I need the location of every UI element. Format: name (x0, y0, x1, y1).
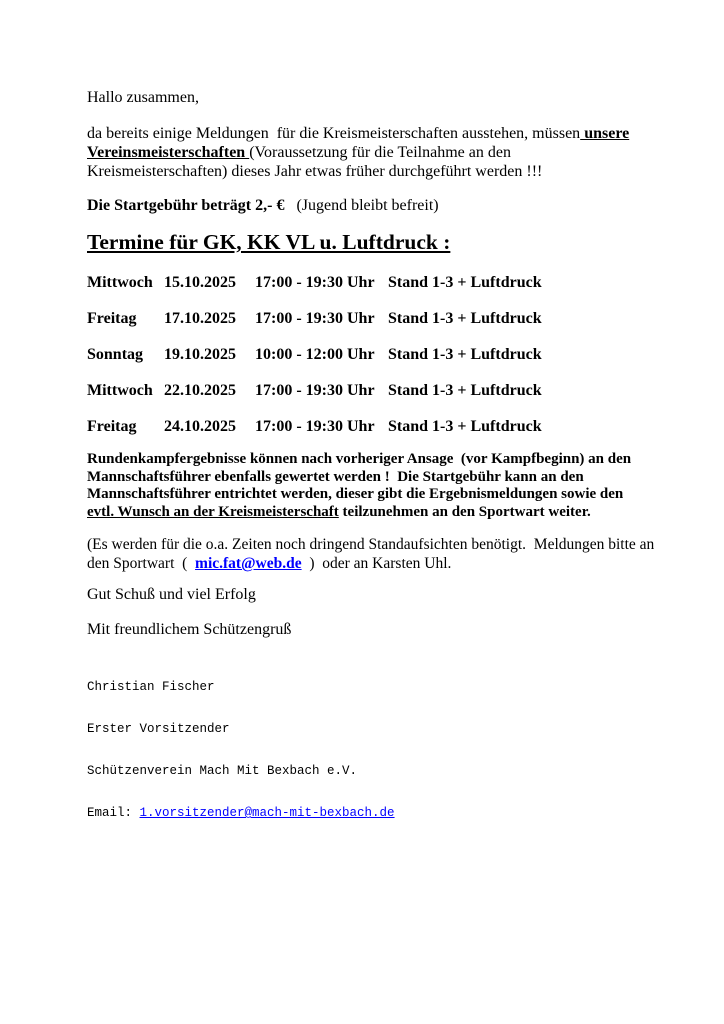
greeting-text: Hallo zusammen, (87, 89, 199, 106)
fee-line (87, 196, 697, 215)
date-cell: 22.10.2025 (164, 382, 236, 399)
supervision-text-1: (Es werden für die o.a. Zeiten noch dringend Standaufsichten benötigt. Meldungen bitte an (87, 536, 655, 553)
stand-cell: Stand 1-3 + Luftdruck (388, 418, 542, 435)
stand-cell: Stand 1-3 + Luftdruck (388, 346, 542, 363)
time-cell: 10:00 - 12:00 Uhr (255, 346, 375, 363)
supervision-text-3: ) oder an Karsten Uhl. (301, 555, 452, 572)
schedule-row (87, 417, 697, 436)
schedule-row (87, 309, 697, 328)
intro-emphasis-1: unsere (580, 125, 630, 142)
signature-club: Schützenverein Mach Mit Bexbach e.V. (87, 764, 358, 778)
day-cell: Mittwoch (87, 382, 153, 399)
intro-text-3: Kreismeisterschaften) dieses Jahr etwas früher durchgeführt werden !!! (87, 163, 543, 180)
intro-paragraph (87, 124, 697, 181)
schedule-row (87, 381, 697, 400)
day-cell: Sonntag (87, 346, 144, 363)
results-text-3: Mannschaftsführer entrichtet werden, dieser gibt die Ergebnismeldungen sowie den (87, 486, 624, 502)
closing-line-2: Mit freundlichem Schützengruß (87, 621, 292, 638)
time-cell: 17:00 - 19:30 Uhr (255, 310, 375, 327)
time-cell: 17:00 - 19:30 Uhr (255, 382, 375, 399)
signature-block (87, 652, 697, 848)
supervision-text-2: den Sportwart ( (87, 555, 196, 572)
results-underlined-phrase: evtl. Wunsch an der Kreismeisterschaft (87, 503, 339, 520)
date-cell: 24.10.2025 (164, 418, 236, 435)
schedule-row (87, 273, 697, 292)
schedule-row (87, 345, 697, 364)
supervision-paragraph (87, 535, 697, 573)
signature-role: Erster Vorsitzender (87, 722, 230, 736)
date-cell: 15.10.2025 (164, 274, 236, 291)
date-cell: 17.10.2025 (164, 310, 236, 327)
fee-regular-text: (Jugend bleibt befreit) (284, 197, 439, 214)
intro-text-1: da bereits einige Meldungen für die Kreismeisterschaften ausstehen, müssen (87, 125, 581, 142)
stand-cell: Stand 1-3 + Luftdruck (388, 382, 542, 399)
results-text-4: teilzunehmen an den Sportwart weiter. (338, 503, 591, 520)
intro-text-2: (Voraussetzung für die Teilnahme an den (249, 144, 511, 161)
results-paragraph (87, 451, 697, 521)
chairman-email-link[interactable]: 1.vorsitzender@mach-mit-bexbach.de (139, 806, 395, 820)
intro-emphasis-2: Vereinsmeisterschaften (87, 144, 250, 161)
section-heading: Termine für GK, KK VL u. Luftdruck : (87, 230, 451, 254)
time-cell: 17:00 - 19:30 Uhr (255, 418, 375, 435)
stand-cell: Stand 1-3 + Luftdruck (388, 310, 542, 327)
time-cell: 17:00 - 19:30 Uhr (255, 274, 375, 291)
stand-cell: Stand 1-3 + Luftdruck (388, 274, 542, 291)
day-cell: Freitag (87, 418, 137, 435)
day-cell: Freitag (87, 310, 137, 327)
closing-line-1: Gut Schuß und viel Erfolg (87, 586, 256, 603)
signature-email-line (87, 806, 697, 820)
date-cell: 19.10.2025 (164, 346, 236, 363)
day-cell: Mittwoch (87, 274, 153, 291)
results-text-1: Rundenkampfergebnisse können nach vorheriger Ansage (vor Kampfbeginn) an den (87, 451, 632, 467)
schedule-list (87, 273, 697, 436)
results-text-2: Mannschaftsführer ebenfalls gewertet werden ! Die Startgebühr kann an den (87, 468, 584, 485)
email-label: Email: (87, 806, 140, 820)
sportwart-email-link[interactable]: mic.fat@web.de (195, 555, 302, 572)
signature-name: Christian Fischer (87, 680, 215, 694)
fee-bold-text: Die Startgebühr beträgt 2,- € (87, 197, 285, 214)
